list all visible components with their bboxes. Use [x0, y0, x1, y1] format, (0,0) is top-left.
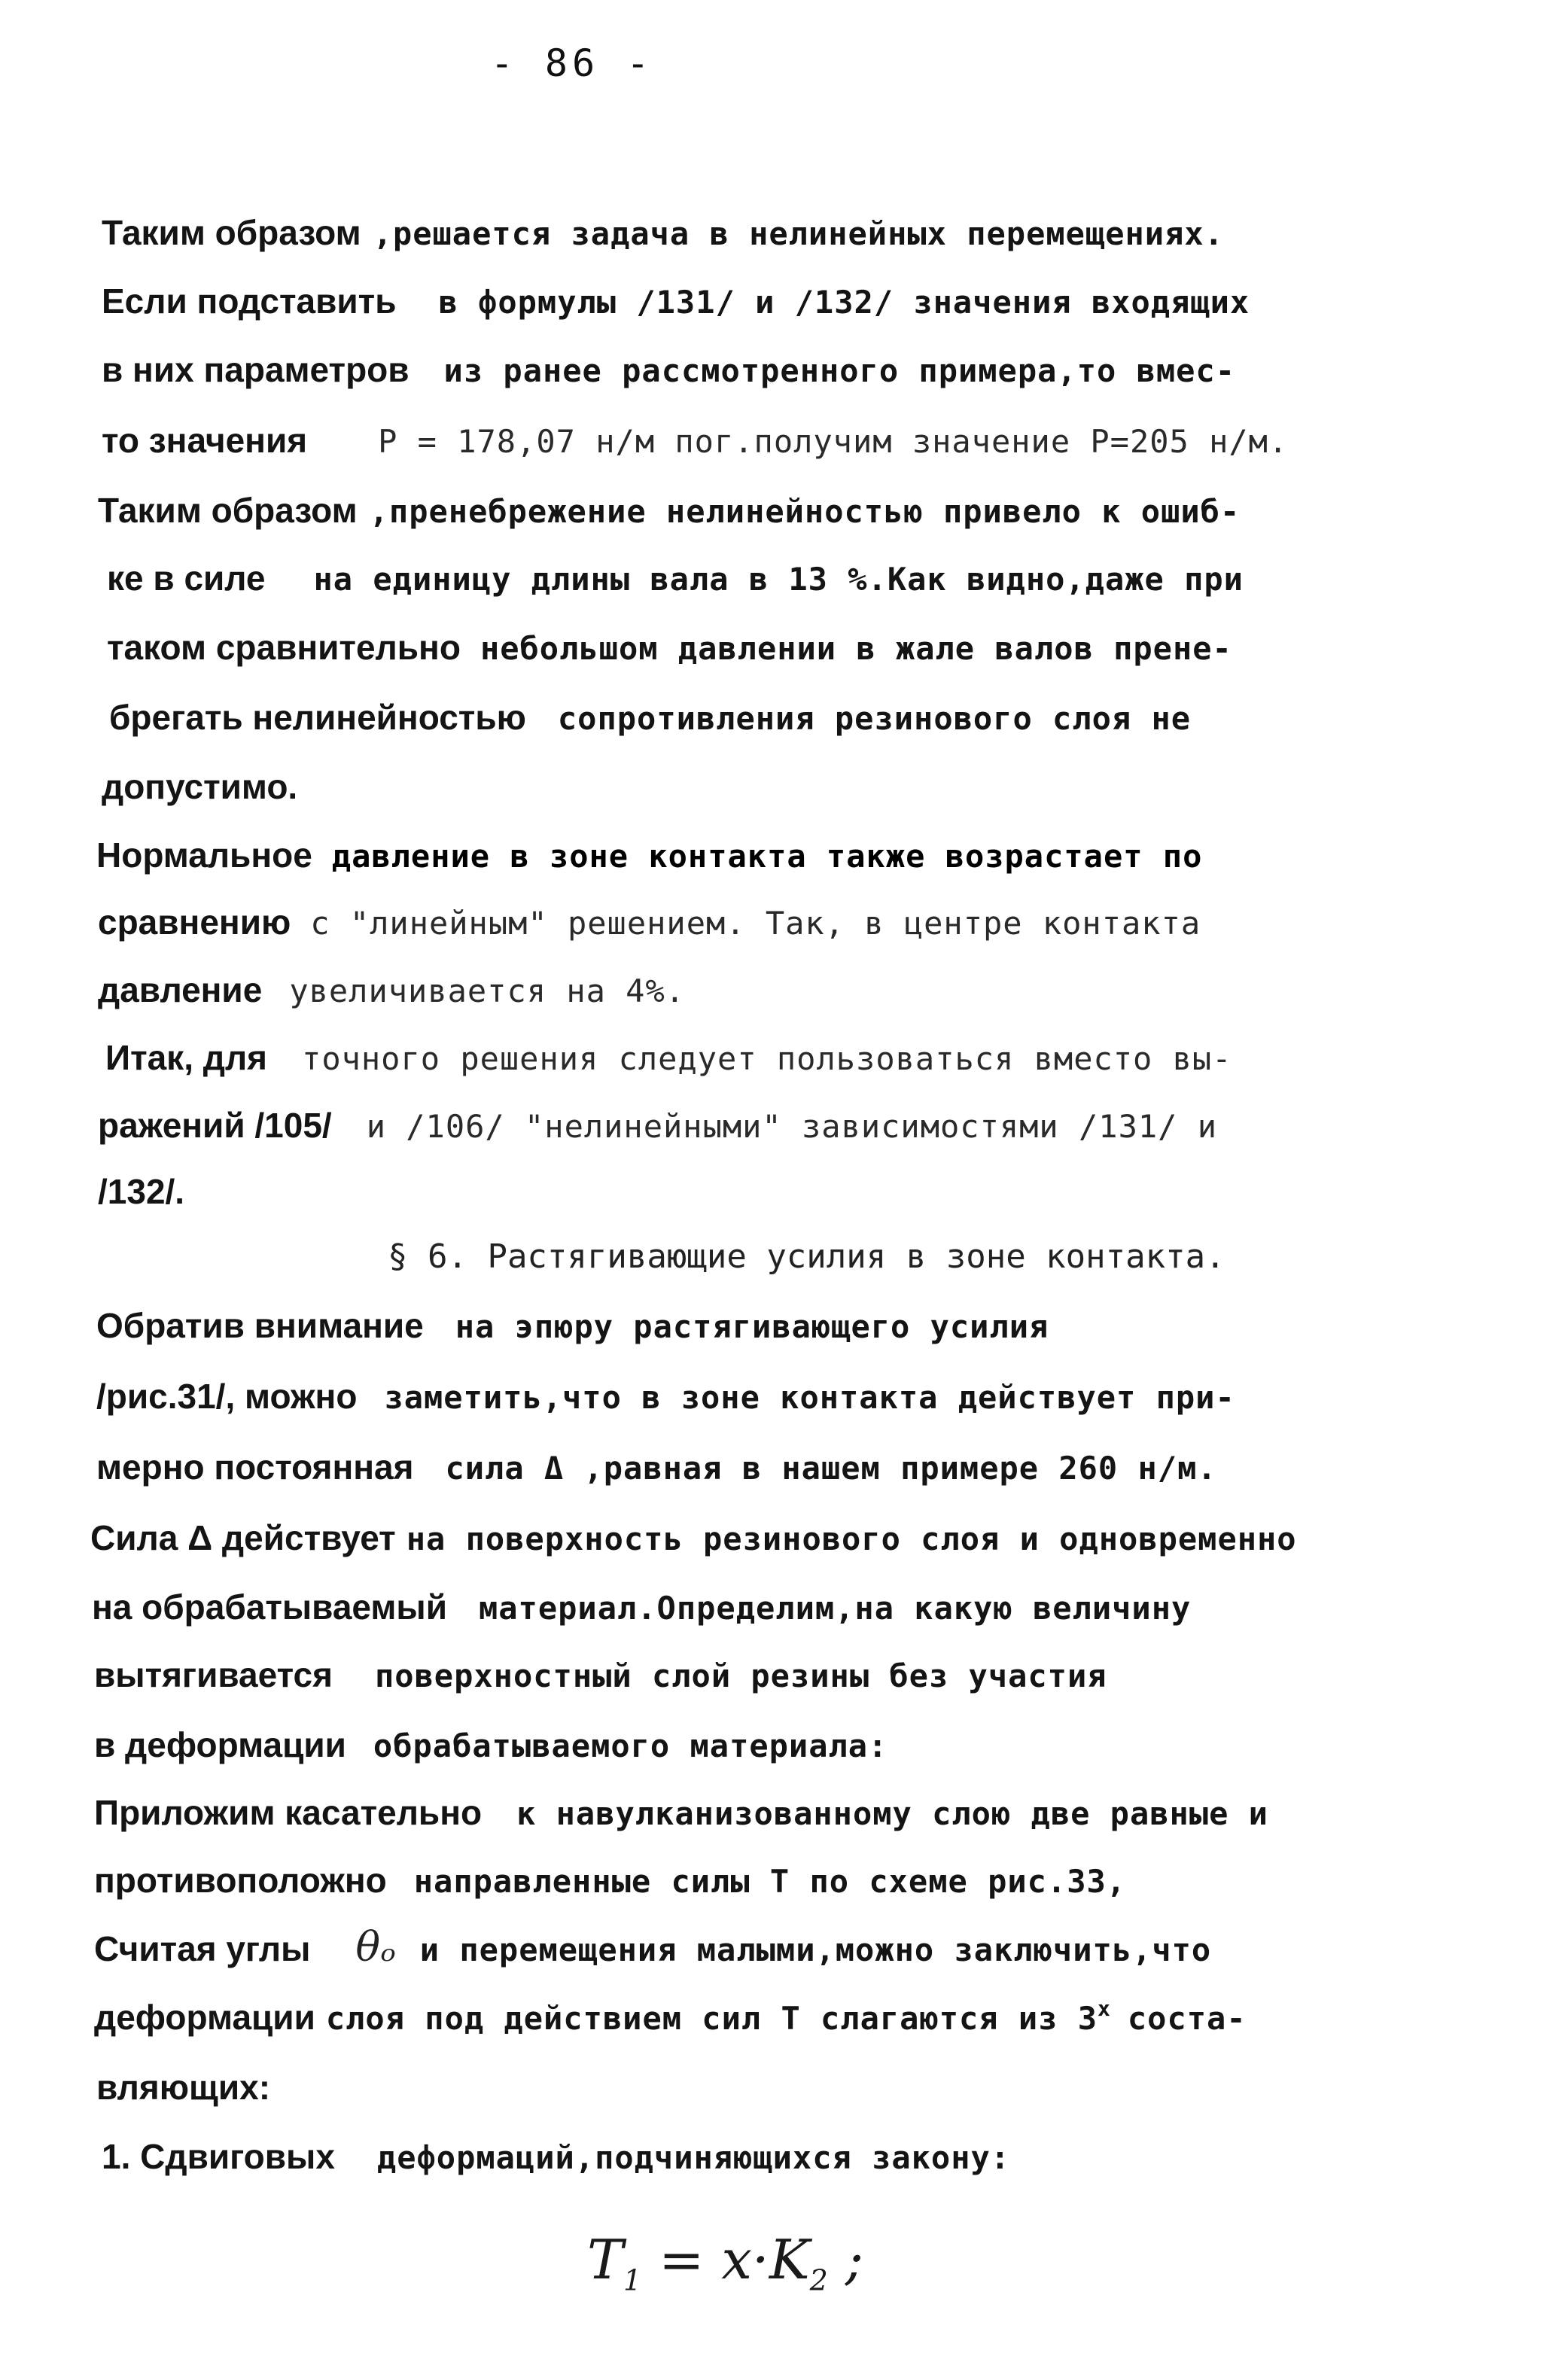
line-text: ,пренебрежение нелинейностью привело к ошиб-	[369, 493, 1241, 530]
line-lead: /рис.31/, можно	[96, 1377, 358, 1416]
text-line	[105, 1040, 1232, 1075]
line-lead: брегать нелинейностью	[109, 698, 526, 737]
line-lead: Таким образом	[98, 491, 358, 530]
line-lead: Сила Δ действует	[90, 1518, 396, 1557]
line-text: направленные силы Т по схеме рис.33,	[413, 1863, 1127, 1900]
line-text: точного решения следует пользоваться вместо вы-	[302, 1040, 1232, 1077]
text-line	[98, 902, 1201, 942]
line-lead: Если подставить	[102, 282, 397, 321]
formula-rhs-sub: 2	[809, 2263, 828, 2297]
line-text: слоя под действием сил Т слагаются из 3	[325, 2000, 1098, 2037]
line-lead: в деформации	[94, 1725, 346, 1764]
text-line	[107, 630, 1232, 665]
line-text: сила Δ ,равная в нашем примере 260 н/м.	[445, 1450, 1217, 1487]
text-line	[98, 1108, 1217, 1143]
page-number: - 86 -	[490, 41, 654, 85]
line-lead: мерно постоянная	[96, 1447, 414, 1487]
line-text: заметить,что в зоне контакта действует при-	[384, 1379, 1235, 1416]
text-line	[96, 1447, 1217, 1487]
text-line	[98, 493, 1240, 528]
text-line	[107, 559, 1244, 598]
text-line	[102, 423, 1288, 458]
line-text: и /106/ "нелинейными" зависимостями /131/ и	[366, 1108, 1218, 1145]
formula-lhs: T	[587, 2228, 624, 2291]
line-lead: 1. Сдвиговых	[102, 2137, 335, 2176]
section-heading: § 6. Растягивающие усилия в зоне контакта.	[388, 1237, 1225, 1276]
text-line	[94, 1923, 1212, 1971]
line-lead: допустимо.	[102, 767, 298, 806]
text-line	[98, 972, 685, 1007]
line-lead: Считая углы	[94, 1929, 311, 1968]
line-text: к навулканизованному слою две равные и	[516, 1795, 1268, 1832]
line-lead: Таким образом	[102, 213, 361, 252]
line-text: Р = 178,07 н/м пог.получим значение Р=205 н/м.	[378, 423, 1289, 460]
line-lead: Итак, для	[105, 1038, 268, 1077]
formula-end: ;	[845, 2228, 863, 2291]
text-line	[94, 1727, 888, 1762]
line-text: и перемещения малыми,можно заключить,что	[419, 1931, 1212, 1968]
line-text: сопротивления резинового слоя не	[557, 700, 1192, 737]
line-text: ,решается задача в нелинейных перемещениях.	[373, 215, 1224, 252]
text-line	[94, 1657, 1107, 1692]
text-line	[109, 700, 1191, 735]
line-lead: Нормальное	[96, 835, 312, 875]
line-text: небольшом давлении в жале валов прене-	[480, 630, 1232, 667]
text-line	[98, 1174, 184, 1209]
line-lead: Приложим касательно	[94, 1793, 483, 1832]
line-lead: деформации	[94, 1998, 315, 2037]
line-lead: противоположно	[94, 1861, 387, 1900]
text-line	[94, 1795, 1268, 1830]
text-line	[94, 1998, 1247, 2035]
line-text: на эпюру растягивающего усилия	[455, 1308, 1049, 1345]
text-line	[96, 1308, 1049, 1343]
line-text: материал.Определим,на какую величину	[478, 1590, 1192, 1627]
text-line	[102, 215, 1224, 250]
superscript-x: х	[1098, 1996, 1111, 2021]
text-line	[96, 2070, 270, 2105]
line-text-end: соста-	[1127, 2000, 1247, 2037]
line-lead: Обратив внимание	[96, 1306, 424, 1345]
line-text: обрабатываемого материала:	[373, 1727, 888, 1764]
line-text: давление в зоне контакта также возрастает по	[331, 838, 1203, 875]
line-lead: ражений /105/	[98, 1106, 332, 1145]
line-text: из ранее рассмотренного примера,то вмес-	[443, 352, 1235, 389]
formula-lhs-sub: 1	[623, 2263, 642, 2297]
text-line	[102, 769, 297, 804]
formula	[587, 2228, 863, 2296]
text-line	[92, 1587, 1192, 1627]
line-lead: на обрабатываемый	[92, 1587, 447, 1627]
line-text: в формулы /131/ и /132/ значения входящих	[438, 284, 1250, 321]
line-text: на единицу длины вала в 13 %.Как видно,даже при	[313, 561, 1244, 598]
line-lead: ке в силе	[107, 559, 266, 598]
text-line	[96, 1379, 1235, 1414]
line-text: деформаций,подчиняющихся закону:	[376, 2139, 1011, 2176]
text-line	[90, 1520, 1297, 1555]
line-lead: то значения	[102, 421, 308, 460]
line-text: на поверхность резинового слоя и одновременно	[406, 1520, 1297, 1557]
line-lead: вляющих:	[96, 2068, 271, 2107]
line-lead: вытягивается	[94, 1655, 333, 1694]
line-text: с "линейным" решением. Так, в центре контакта	[310, 905, 1201, 942]
line-text: поверхностный слой резины без участия	[374, 1657, 1107, 1694]
line-lead: давление	[98, 970, 263, 1009]
line-lead: таком сравнительно	[107, 628, 461, 667]
text-line	[94, 1863, 1126, 1898]
text-line	[96, 835, 1203, 875]
line-lead: сравнению	[98, 902, 291, 942]
line-text: увеличивается на 4%.	[289, 972, 686, 1009]
text-line	[102, 282, 1250, 321]
formula-rhs: = x·K	[659, 2228, 810, 2291]
line-lead: /132/.	[98, 1172, 185, 1211]
text-line	[102, 352, 1235, 387]
text-line	[102, 2139, 1010, 2174]
theta-symbol: θₒ	[355, 1923, 396, 1971]
line-lead: в них параметров	[102, 350, 410, 389]
